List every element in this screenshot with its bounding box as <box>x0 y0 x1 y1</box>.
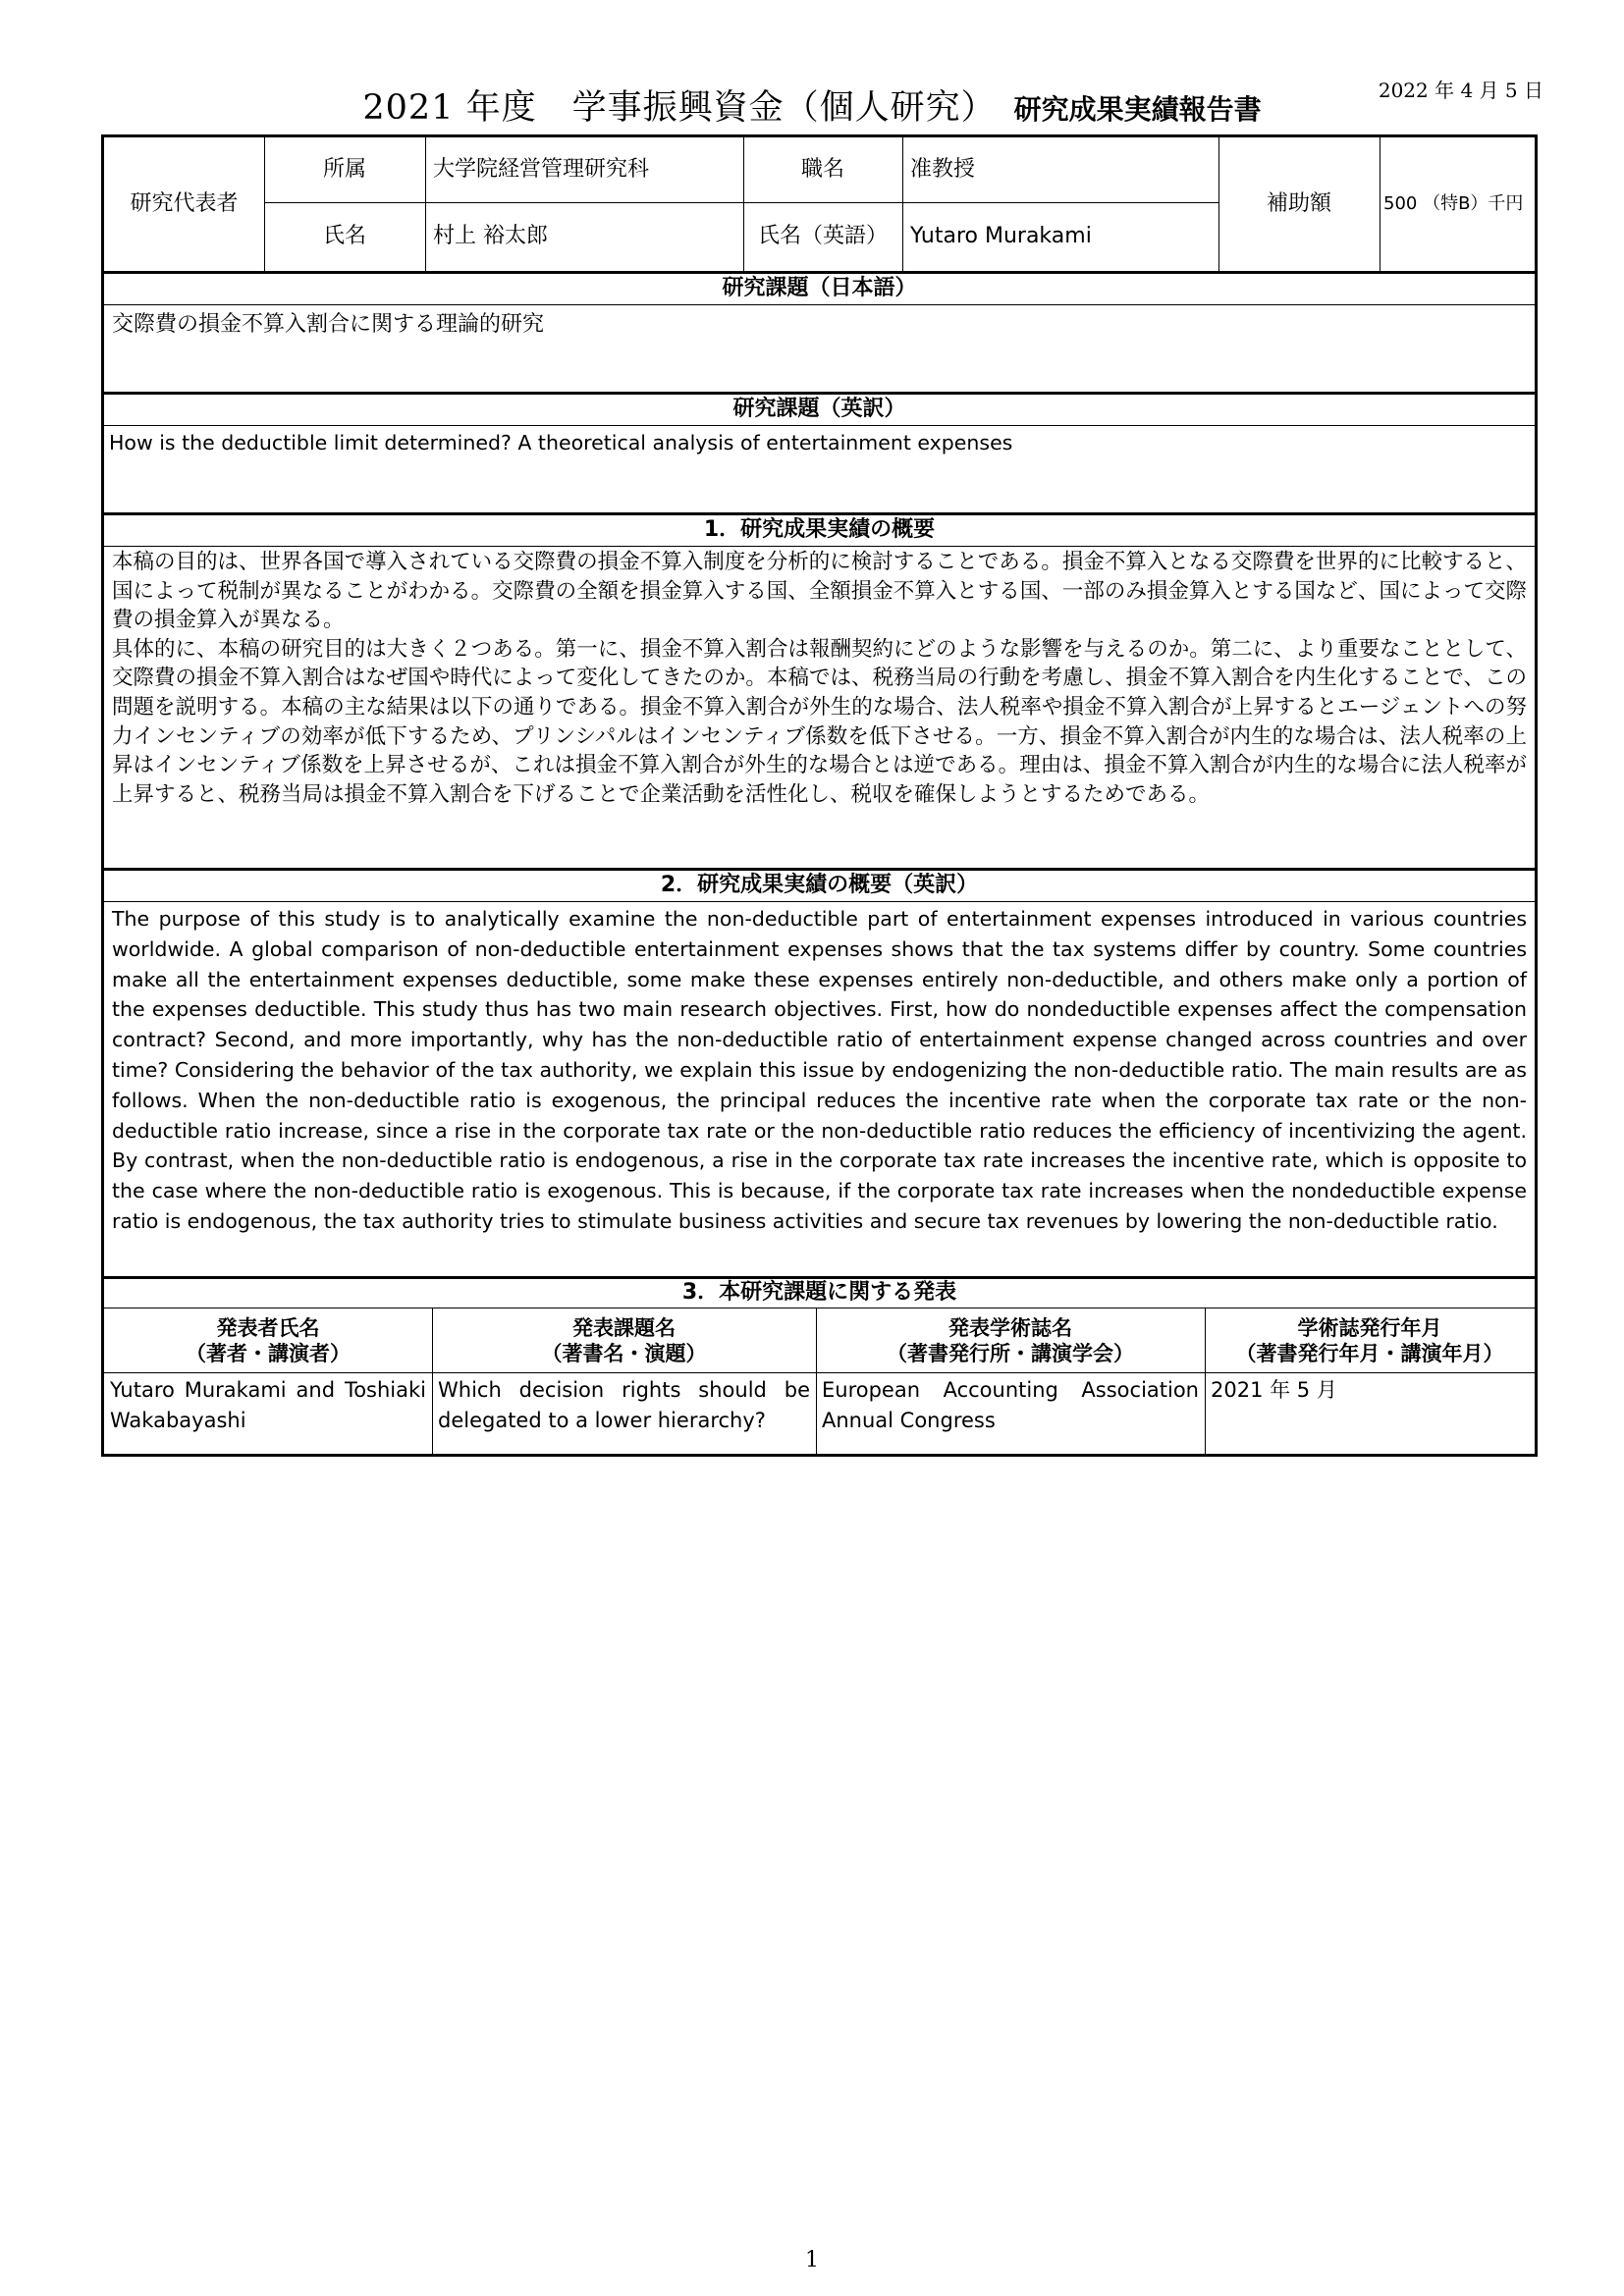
summary-ja-paragraph: 本稿の目的は、世界各国で導入されている交際費の損金不算入制度を分析的に検討することである。損金不算入となる交際費を世界的に比較すると、国によって税制が異なることがわかる。交際費の全額を損金算入する国、全額損金不算入とする国、一部のみ損金算入とする国など、国によって交際費の損金算入が異なる。 <box>112 550 1527 633</box>
pub-col-venue <box>816 1309 1205 1372</box>
name-en-label: 氏名（英語） <box>757 224 888 248</box>
summary-en-text: The purpose of this study is to analytically examine the non-deductible part of entertainment expenses introduced in various countries worldwide. A global comparison of non-deductible entertainment expenses shows that the tax systems differ by country. Some countries make all the entertainment expenses deductible, some make these expenses entirely non-deductible, and others make only a portion of the expenses deductible. This study thus has two main research objectives. First, how do nondeductible expenses affect the compensation contract? Second, and more importantly, why has the non-deductible ratio of entertainment expense changed across countries and over time? Considering the behavior of the tax authority, we explain this issue by endogenizing the non-deductible ratio. The main results are as follows. When the non-deductible ratio is exogenous, the principal reduces the incentive rate when the corporate tax rate or the non-deductible ratio increase, since a rise in the corporate tax rate or the non-deductible ratio reduces the efficiency of incentivizing the agent. By contrast, when the non-deductible ratio is endogenous, a rise in the corporate tax rate increases the incentive rate, which is opposite to the case where the non-deductible ratio is exogenous. This is because, if the corporate tax rate increases when the nondeductible expense ratio is endogenous, the tax authority tries to stimulate business activities and secure tax revenues by lowering the non-deductible ratio. <box>112 907 1527 1233</box>
pub-col-authors <box>104 1309 432 1372</box>
topic-en-text: How is the deductible limit determined? A theoretical analysis of entertainment expenses <box>109 431 1013 454</box>
pub-row-authors: Yutaro Murakami and Toshiaki Wakabayashi <box>110 1378 426 1432</box>
report-date: 2022 年 4 月 5 日 <box>1378 79 1543 102</box>
report-form <box>101 134 1538 1457</box>
title-main: 2021 年度 学事振興資金（個人研究） <box>362 88 997 128</box>
topic-ja-text: 交際費の損金不算入割合に関する理論的研究 <box>112 312 545 337</box>
summary-ja-body <box>104 548 1535 809</box>
summary-en-heading: 2．研究成果実績の概要（英訳） <box>660 873 979 897</box>
pub-col-title <box>432 1309 816 1372</box>
name-value: 村上 裕太郎 <box>433 224 548 248</box>
pub-col-title-label: 発表課題名 <box>572 1316 676 1340</box>
name-label: 氏名 <box>322 224 366 248</box>
affiliation-value: 大学院経営管理研究科 <box>433 157 650 182</box>
pub-col-date-label: 学術誌発行年月 <box>1297 1316 1442 1340</box>
page-number: 1 <box>805 2248 819 2272</box>
summary-ja-paragraph: 具体的に、本稿の研究目的は大きく２つある。第一に、損金不算入割合は報酬契約にどのような影響を与えるのか。第二に、より重要なこととして、交際費の損金不算入割合はなぜ国や時代によって変化してきたのか。本稿では、税務当局の行動を考慮し、損金不算入割合を内生化することで、この問題を説明する。本稿の主な結果は以下の通りである。損金不算入割合が外生的な場合、法人税率や損金不算入割合が上昇するとエージェントへの努力インセンティブの効率が低下するため、プリンシパルはインセンティブ係数を低下させる。一方、損金不算入割合が内生的な場合は、法人税率の上昇はインセンティブ係数を上昇させるが、これは損金不算入割合が外生的な場合とは逆である。理由は、損金不算入割合が内生的な場合に法人税率が上昇すると、税務当局は損金不算入割合を下げることで企業活動を活性化し、税収を確保しようとするためである。 <box>112 636 1527 807</box>
name-en-value: Yutaro Murakami <box>910 224 1092 248</box>
pub-col-title-sublabel: （著書名・演題） <box>541 1342 707 1365</box>
grant-value: 500 （特B）千円 <box>1383 193 1524 214</box>
pub-col-authors-sublabel: （著者・講演者） <box>186 1342 351 1365</box>
position-value: 准教授 <box>910 157 976 182</box>
affiliation-label: 所属 <box>322 157 366 182</box>
pub-row-venue: European Accounting Association Annual Congress <box>822 1378 1199 1432</box>
pub-row-date: 2021 年 5 月 <box>1211 1378 1337 1402</box>
pub-col-venue-sublabel: （著書発行所・講演学会） <box>887 1342 1134 1365</box>
grant-label: 補助額 <box>1266 191 1331 216</box>
pub-col-authors-label: 発表者氏名 <box>216 1316 320 1340</box>
topic-ja-heading: 研究課題（日本語） <box>722 276 917 300</box>
representative-label: 研究代表者 <box>130 191 239 216</box>
publications-heading: 3．本研究課題に関する発表 <box>681 1280 957 1305</box>
pub-col-venue-label: 発表学術誌名 <box>948 1316 1072 1340</box>
pub-col-date <box>1205 1309 1535 1372</box>
topic-en-heading: 研究課題（英訳） <box>732 397 906 421</box>
summary-ja-heading: 1．研究成果実績の概要 <box>703 517 936 542</box>
title-sub: 研究成果実績報告書 <box>1013 93 1262 126</box>
position-label: 職名 <box>800 157 844 182</box>
pub-row-title: Which decision rights should be delegated to a lower hierarchy? <box>438 1378 810 1432</box>
pub-col-date-sublabel: （著書発行年月・講演年月） <box>1235 1342 1504 1365</box>
